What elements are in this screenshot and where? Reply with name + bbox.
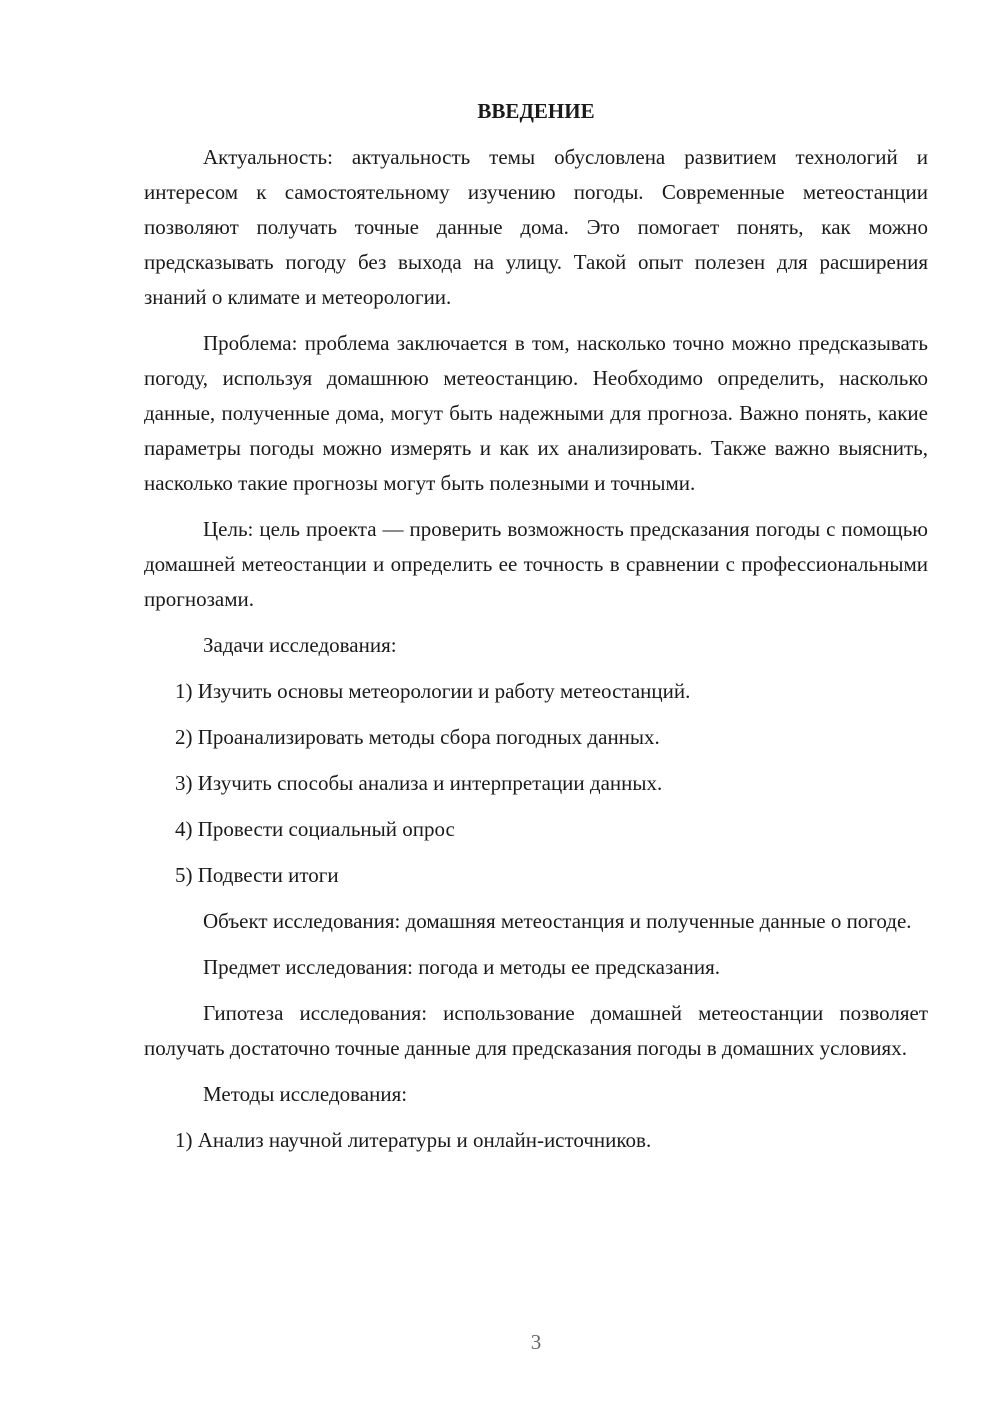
methods-heading: Методы исследования: xyxy=(203,1082,408,1106)
relevance-paragraph: Актуальность: актуальность темы обусловлена развитием технологий и интересом к самостоятельному изучению погоды. Современные метеостанции позволяют получать точные данные дома. Это помогает понять, как можно предсказывать погоду без выхода на улицу. Такой опыт полезен для расширения знаний о климате и метеорологии. xyxy=(144,145,928,309)
subject-paragraph: Предмет исследования: погода и методы ее предсказания. xyxy=(203,955,721,979)
list-item: 1) Изучить основы метеорологии и работу метеостанций. xyxy=(175,679,691,703)
tasks-list xyxy=(144,674,928,893)
list-item: 2) Проанализировать методы сбора погодных данных. xyxy=(175,725,660,749)
list-item: 5) Подвести итоги xyxy=(175,863,339,887)
list-item: 3) Изучить способы анализа и интерпретации данных. xyxy=(175,771,663,795)
goal-paragraph: Цель: цель проекта — проверить возможность предсказания погоды с помощью домашней метеостанции и определить ее точность в сравнении с профессиональными прогнозами. xyxy=(144,517,928,611)
list-item: 1) Анализ научной литературы и онлайн-источников. xyxy=(175,1128,652,1152)
page-title: ВВЕДЕНИЕ xyxy=(477,99,595,123)
list-item: 4) Провести социальный опрос xyxy=(175,817,455,841)
hypothesis-paragraph: Гипотеза исследования: использование домашней метеостанции позволяет получать достаточно точные данные для предсказания погоды в домашних условиях. xyxy=(144,1001,928,1060)
object-paragraph: Объект исследования: домашняя метеостанция и полученные данные о погоде. xyxy=(203,909,912,933)
tasks-heading: Задачи исследования: xyxy=(203,633,397,657)
page-number: 3 xyxy=(530,1330,542,1354)
methods-list xyxy=(144,1123,928,1158)
page-content xyxy=(144,94,928,1169)
problem-paragraph: Проблема: проблема заключается в том, насколько точно можно предсказывать погоду, используя домашнюю метеостанцию. Необходимо определить, насколько данные, полученные дома, могут быть надежными для прогноза. Важно понять, какие параметры погоды можно измерять и как их анализировать. Также важно выяснить, насколько такие прогнозы могут быть полезными и точными. xyxy=(144,331,928,495)
